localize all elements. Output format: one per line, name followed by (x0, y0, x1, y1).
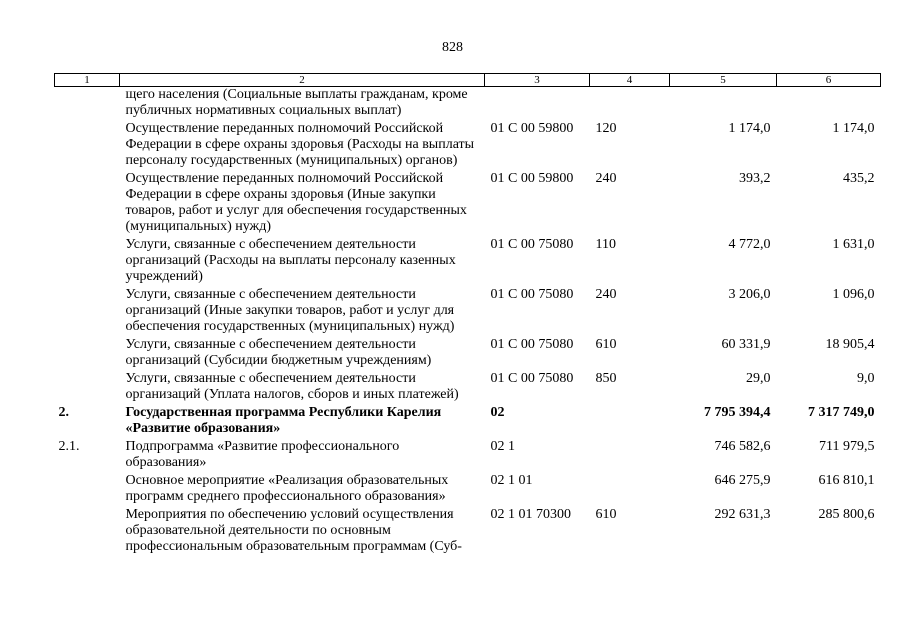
column-header-4: 4 (590, 74, 670, 87)
page-number: 828 (442, 40, 463, 55)
row-amount-year1-cell: 29,0 (746, 371, 771, 386)
row-number-cell (55, 121, 120, 171)
row-number-cell (55, 371, 120, 405)
row-number-cell (55, 87, 120, 122)
row-expense-type-cell (590, 87, 670, 122)
row-amount-year2-cell: 285 800,6 (818, 507, 875, 522)
budget-table (54, 73, 881, 557)
row-description-cell: щего населения (Социальные выплаты гражданам, кроме публичных нормативных социальных выплат) (125, 87, 468, 118)
table-row (55, 337, 881, 371)
row-amount-year1-cell: 3 206,0 (728, 287, 771, 302)
row-description-cell: Осуществление переданных полномочий Российской Федерации в сфере охраны здоровья (Расходы на выплаты персоналу государственных (муниципальных) органов) (125, 121, 475, 168)
row-description-cell: Государственная программа Республики Карелия «Развитие образования» (125, 405, 442, 436)
row-number-cell (55, 287, 120, 337)
row-number-cell: 2.1. (58, 439, 80, 454)
row-target-code-cell: 02 1 01 70300 (490, 507, 571, 522)
row-target-code-cell: 01 С 00 75080 (490, 237, 574, 252)
row-number-cell (55, 171, 120, 237)
row-number-cell: 2. (58, 405, 69, 420)
row-number-cell (55, 473, 120, 507)
row-expense-type-cell: 240 (595, 287, 617, 302)
row-amount-year1-cell: 393,2 (739, 171, 771, 186)
column-header-3: 3 (485, 74, 590, 87)
row-description-cell: Подпрограмма «Развитие профессионального образования» (125, 439, 400, 470)
row-target-code-cell: 01 С 00 75080 (490, 337, 574, 352)
row-expense-type-cell (590, 439, 670, 473)
row-amount-year1-cell (670, 87, 777, 122)
table-row (55, 237, 881, 287)
row-expense-type-cell: 110 (595, 237, 616, 252)
row-description-cell: Услуги, связанные с обеспечением деятельности организаций (Субсидии бюджетным учреждениям) (125, 337, 432, 368)
row-amount-year2-cell: 435,2 (843, 171, 875, 186)
row-amount-year1-cell: 7 795 394,4 (704, 405, 771, 420)
row-amount-year1-cell: 1 174,0 (728, 121, 771, 136)
row-amount-year1-cell: 292 631,3 (714, 507, 771, 522)
row-amount-year1-cell: 60 331,9 (721, 337, 771, 352)
column-number-header-row (55, 74, 881, 87)
row-amount-year2-cell: 1 631,0 (832, 237, 875, 252)
table-row (55, 507, 881, 557)
table-row (55, 371, 881, 405)
table-row (55, 439, 881, 473)
row-description-cell: Услуги, связанные с обеспечением деятельности организаций (Уплата налогов, сборов и иных платежей) (125, 371, 459, 402)
row-amount-year2-cell: 1 096,0 (832, 287, 875, 302)
row-description-cell: Мероприятия по обеспечению условий осуществления образовательной деятельности по основным профессиональным образовательным программам (Суб- (125, 507, 462, 554)
row-amount-year1-cell: 646 275,9 (714, 473, 771, 488)
table-row (55, 287, 881, 337)
row-expense-type-cell: 120 (595, 121, 617, 136)
column-header-5: 5 (670, 74, 777, 87)
row-target-code-cell: 01 С 00 75080 (490, 287, 574, 302)
row-expense-type-cell: 610 (595, 507, 617, 522)
row-target-code-cell: 01 С 00 59800 (490, 121, 574, 136)
row-amount-year2-cell: 9,0 (857, 371, 875, 386)
row-amount-year2-cell: 711 979,5 (819, 439, 875, 454)
column-header-1: 1 (55, 74, 120, 87)
row-expense-type-cell (590, 473, 670, 507)
row-description-cell: Услуги, связанные с обеспечением деятельности организаций (Иные закупки товаров, работ и услуг для обеспечения государственных (муниципальных) нужд) (125, 287, 455, 334)
row-amount-year1-cell: 4 772,0 (728, 237, 771, 252)
row-target-code-cell: 01 С 00 59800 (490, 171, 574, 186)
row-number-cell (55, 337, 120, 371)
table-row (55, 473, 881, 507)
row-description-cell: Основное мероприятие «Реализация образовательных программ среднего профессионального образования» (125, 473, 449, 504)
row-expense-type-cell: 240 (595, 171, 617, 186)
row-amount-year1-cell: 746 582,6 (714, 439, 771, 454)
table-row (55, 405, 881, 439)
row-target-code-cell: 01 С 00 75080 (490, 371, 574, 386)
row-target-code-cell (485, 87, 590, 122)
row-expense-type-cell: 850 (595, 371, 617, 386)
row-target-code-cell: 02 1 (490, 439, 515, 454)
row-description-cell: Услуги, связанные с обеспечением деятельности организаций (Расходы на выплаты персоналу казенных учреждений) (125, 237, 456, 284)
column-header-6: 6 (777, 74, 881, 87)
row-amount-year2-cell: 1 174,0 (832, 121, 875, 136)
row-amount-year2-cell: 18 905,4 (825, 337, 875, 352)
row-number-cell (55, 237, 120, 287)
row-amount-year2-cell: 616 810,1 (818, 473, 875, 488)
row-expense-type-cell: 610 (595, 337, 617, 352)
row-target-code-cell: 02 (490, 405, 505, 420)
row-target-code-cell: 02 1 01 (490, 473, 533, 488)
row-amount-year2-cell (777, 87, 881, 122)
table-row (55, 87, 881, 122)
row-amount-year2-cell: 7 317 749,0 (808, 405, 875, 420)
table-row (55, 121, 881, 171)
row-expense-type-cell (590, 405, 670, 439)
row-number-cell (55, 507, 120, 557)
column-header-2: 2 (120, 74, 485, 87)
row-description-cell: Осуществление переданных полномочий Российской Федерации в сфере охраны здоровья (Иные закупки товаров, работ и услуг для обеспечения государственных (муниципальных) нужд) (125, 171, 467, 234)
table-row (55, 171, 881, 237)
